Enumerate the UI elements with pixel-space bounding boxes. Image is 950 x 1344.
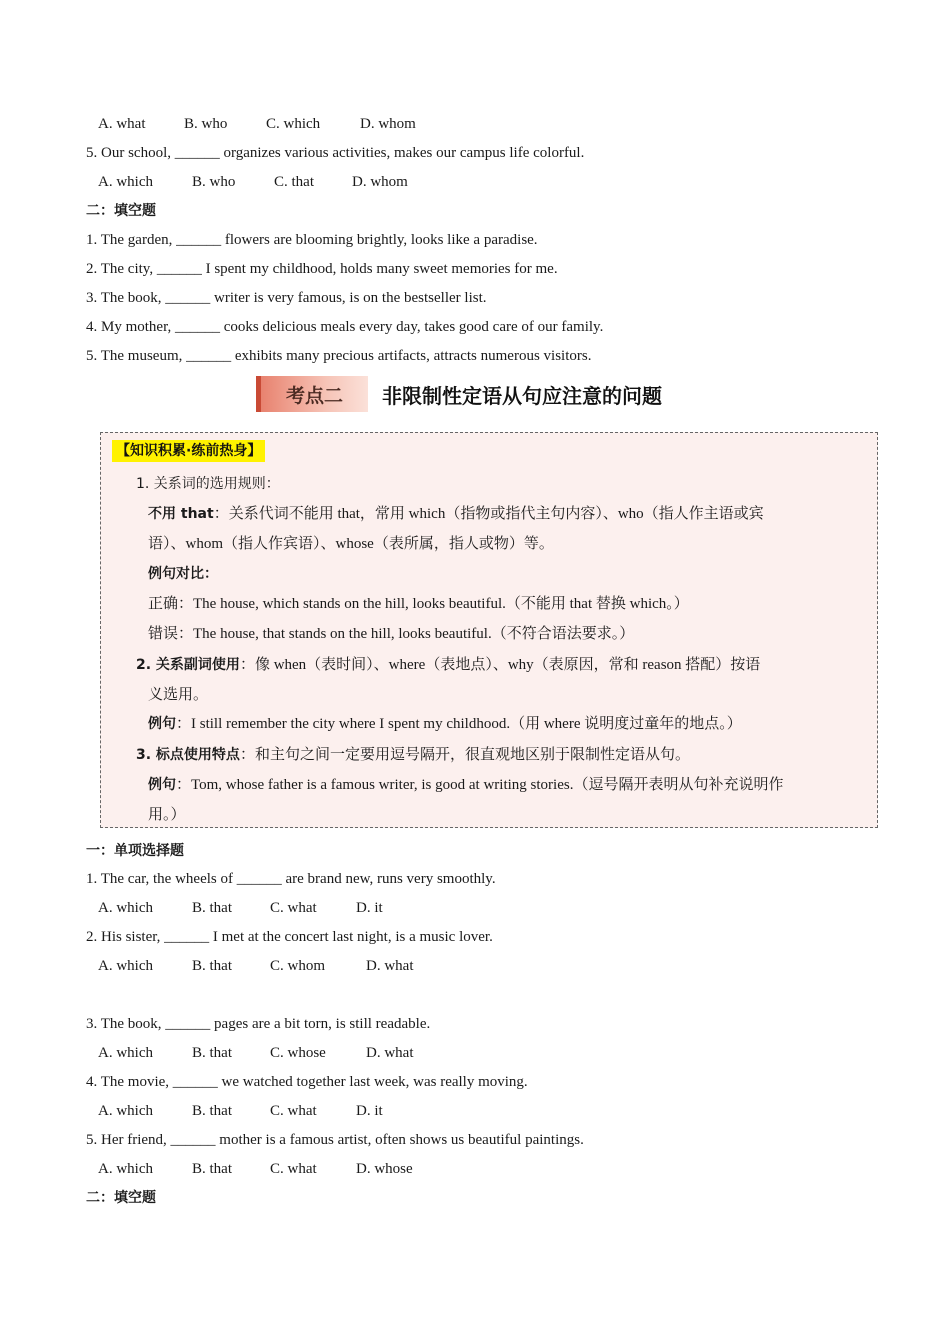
question-text: 3. The book, ______ pages are a bit torn, is still readable. [86,1016,431,1032]
fill-item: 1. The garden, ______ flowers are blooming brightly, looks like a paradise. [86,232,538,248]
option-c: C. what [270,900,317,916]
fill-item: 2. The city, ______ I spent my childhood, holds many sweet memories for me. [86,261,558,277]
rule-1-bold: 不用 that [148,506,214,522]
fill-item: 3. The book, ______ writer is very famous, is on the bestseller list. [86,290,487,306]
fill-item: 5. The museum, ______ exhibits many precious artifacts, attracts numerous visitors. [86,348,592,364]
option-d: D. whose [356,1161,413,1177]
option-b: B. that [192,1161,232,1177]
example-compare-title: 例句对比： [148,566,218,582]
section-title: 非限制性定语从句应注意的问题 [382,384,662,408]
option-d: D. it [356,1103,383,1119]
option-d: D. it [356,900,383,916]
question-text: 4. The movie, ______ we watched together last week, was really moving. [86,1074,528,1090]
example-3-line-2: 用。） [148,807,186,823]
example-2: 例句：I still remember the city where I spent my childhood.（用 where 说明度过童年的地点。） [148,716,742,732]
option-d: D. what [366,958,414,974]
option-d: D. whom [352,174,408,190]
option-a: A. what [98,116,146,132]
option-b: B. that [192,1103,232,1119]
example-correct: 正确：The house, which stands on the hill, looks beautiful.（不能用 that 替换 which。） [148,596,689,612]
question-text: 2. His sister, ______ I met at the concert last night, is a music lover. [86,929,493,945]
option-a: A. which [98,174,153,190]
example-3-line-1: 例句：Tom, whose father is a famous writer, is good at writing stories.（逗号隔开表明从句补充说明作 [148,777,784,793]
option-c: C. what [270,1103,317,1119]
option-a: A. which [98,1103,153,1119]
section-badge: 考点二 [256,376,368,412]
rule-1-line-2: 语）、whom（指人作宾语）、whose（表所属，指人或物）等。 [148,536,554,552]
rule-1-title: 1. 关系词的选用规则： [136,476,280,492]
option-b: B. that [192,1045,232,1061]
question-text: 5. Her friend, ______ mother is a famous artist, often shows us beautiful paintings. [86,1132,584,1148]
question-text: 1. The car, the wheels of ______ are brand new, runs very smoothly. [86,871,496,887]
option-c: C. whose [270,1045,326,1061]
option-a: A. which [98,958,153,974]
rule-2-line-1: 2. 关系副词使用：像 when（表时间）、where（表地点）、why（表原因，常和 reason 搭配）按语 [136,657,761,673]
rule-3: 3. 标点使用特点：和主句之间一定要用逗号隔开，很直观地区别于限制性定语从句。 [136,747,690,763]
fill-blank-heading: 二：填空题 [86,1190,156,1206]
option-c: C. whom [270,958,326,974]
option-c: C. that [274,174,314,190]
rule-1-line-1: 不用 that：关系代词不能用 that，常用 which（指物或指代主句内容）、who（指人作主语或宾 [148,506,764,522]
option-b: B. that [192,900,232,916]
option-b: B. who [192,174,236,190]
option-d: D. what [366,1045,414,1061]
rule-2-line-2: 义选用。 [148,687,209,703]
option-d: D. whom [360,116,416,132]
option-c: C. which [266,116,321,132]
fill-item: 4. My mother, ______ cooks delicious meals every day, takes good care of our family. [86,319,604,335]
option-b: B. that [192,958,232,974]
example-wrong: 错误：The house, that stands on the hill, looks beautiful.（不符合语法要求。） [148,626,635,642]
option-a: A. which [98,1045,153,1061]
option-b: B. who [184,116,228,132]
fill-blank-heading: 二：填空题 [86,203,156,219]
mc-heading: 一：单项选择题 [86,843,184,859]
knowledge-tag: 【知识积累·练前热身】 [112,440,265,462]
question-text: 5. Our school, ______ organizes various activities, makes our campus life colorful. [86,145,585,161]
option-a: A. which [98,1161,153,1177]
option-a: A. which [98,900,153,916]
option-c: C. what [270,1161,317,1177]
